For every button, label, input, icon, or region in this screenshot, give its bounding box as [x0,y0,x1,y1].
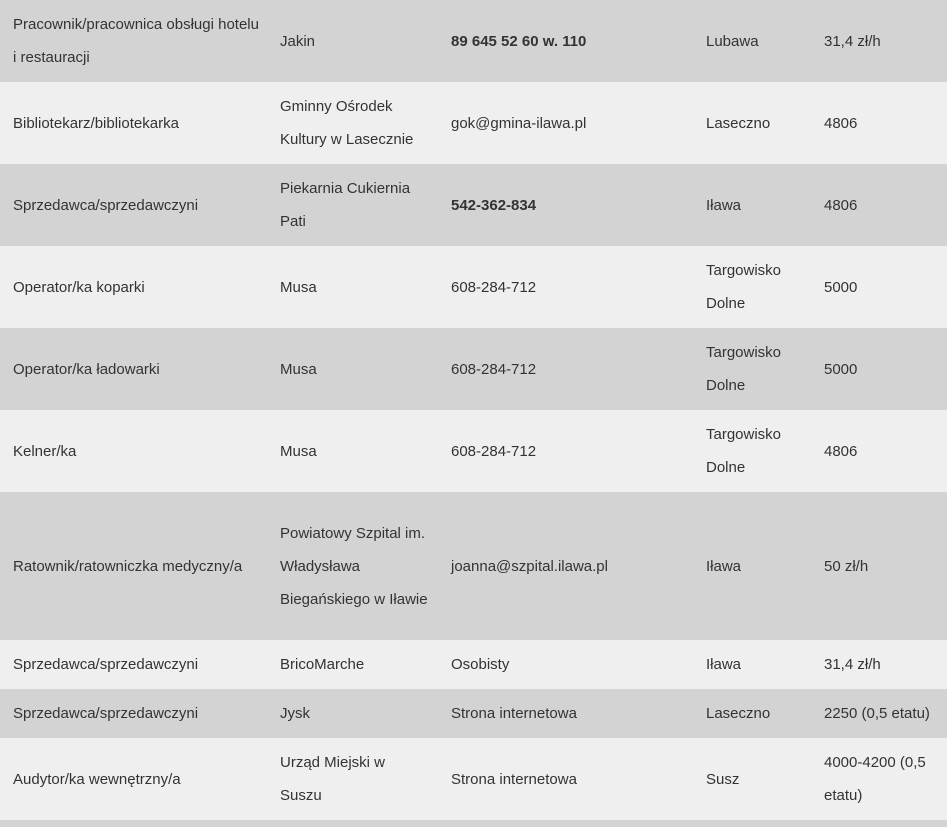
salary-cell: 2250 (0,5 etatu) [824,705,930,722]
table-row [0,328,947,410]
salary-cell: 31,4 zł/h [824,32,881,50]
job-title-cell: Pracownik/pracownica obsługi hotelu i restauracji [13,16,259,66]
table-row [0,164,947,246]
employer-cell: Gminny Ośrodek Kultury w Lasecznie [280,98,414,148]
salary-cell: 4806 [824,442,858,460]
job-title-cell: Bibliotekarz/bibliotekarka [13,114,179,132]
location-cell: Susz [706,770,740,788]
location-cell: Iława [706,557,742,575]
location-cell: Laseczno [706,114,771,132]
contact-cell: Strona internetowa [451,770,577,788]
table-row [0,0,947,82]
table-row [0,492,947,640]
location-cell: Targowisko Dolne [706,344,782,394]
employer-cell: Powiatowy Szpital im. Władysława Biegańskiego w Iławie [280,524,428,608]
table-row [0,689,947,738]
job-title-cell: Ratownik/ratowniczka medyczny/a [13,557,243,575]
location-cell: Targowisko Dolne [706,262,782,312]
location-cell: Iława [706,656,742,673]
job-title-cell: Operator/ka koparki [13,278,145,296]
table-row [0,82,947,164]
employer-cell: Jysk [280,705,310,722]
employer-cell: Musa [280,442,317,460]
job-title-cell: Kelner/ka [13,442,77,460]
salary-cell: 4806 [824,196,858,214]
contact-cell: gok@gmina-ilawa.pl [451,114,587,132]
job-title-cell: Sprzedawca/sprzedawczyni [13,656,199,673]
contact-cell: 608-284-712 [451,442,537,460]
employer-cell: Urząd Miejski w Suszu [280,754,386,804]
employer-cell: Musa [280,360,317,378]
contact-cell: Osobisty [451,656,510,673]
job-title-cell: Sprzedawca/sprzedawczyni [13,196,199,214]
employer-cell: Musa [280,278,317,296]
salary-cell: 31,4 zł/h [824,656,881,673]
location-cell: Lubawa [706,32,759,50]
job-title-cell: Audytor/ka wewnętrzny/a [13,770,181,788]
table-row [0,246,947,328]
salary-cell: 5000 [824,360,858,378]
location-cell: Laseczno [706,705,771,722]
salary-cell: 50 zł/h [824,557,869,575]
salary-cell: 4806 [824,114,858,132]
job-title-cell: Sprzedawca/sprzedawczyni [13,705,199,722]
location-cell: Iława [706,196,742,214]
contact-cell: 542-362-834 [451,196,537,214]
table-row [0,738,947,820]
table-row [0,640,947,689]
contact-cell: 89 645 52 60 w. 110 [451,32,587,50]
location-cell: Targowisko Dolne [706,426,782,476]
contact-cell: joanna@szpital.ilawa.pl [451,557,608,575]
contact-cell: Strona internetowa [451,705,577,722]
employer-cell: BricoMarche [280,656,365,673]
table-row [0,410,947,492]
salary-cell: 4000-4200 (0,5 etatu) [824,754,926,804]
employer-cell: Piekarnia Cukiernia Pati [280,180,411,230]
salary-cell: 5000 [824,278,858,296]
contact-cell: 608-284-712 [451,360,537,378]
employer-cell: Jakin [280,32,316,50]
job-title-cell: Operator/ka ładowarki [13,360,160,378]
contact-cell: 608-284-712 [451,278,537,296]
